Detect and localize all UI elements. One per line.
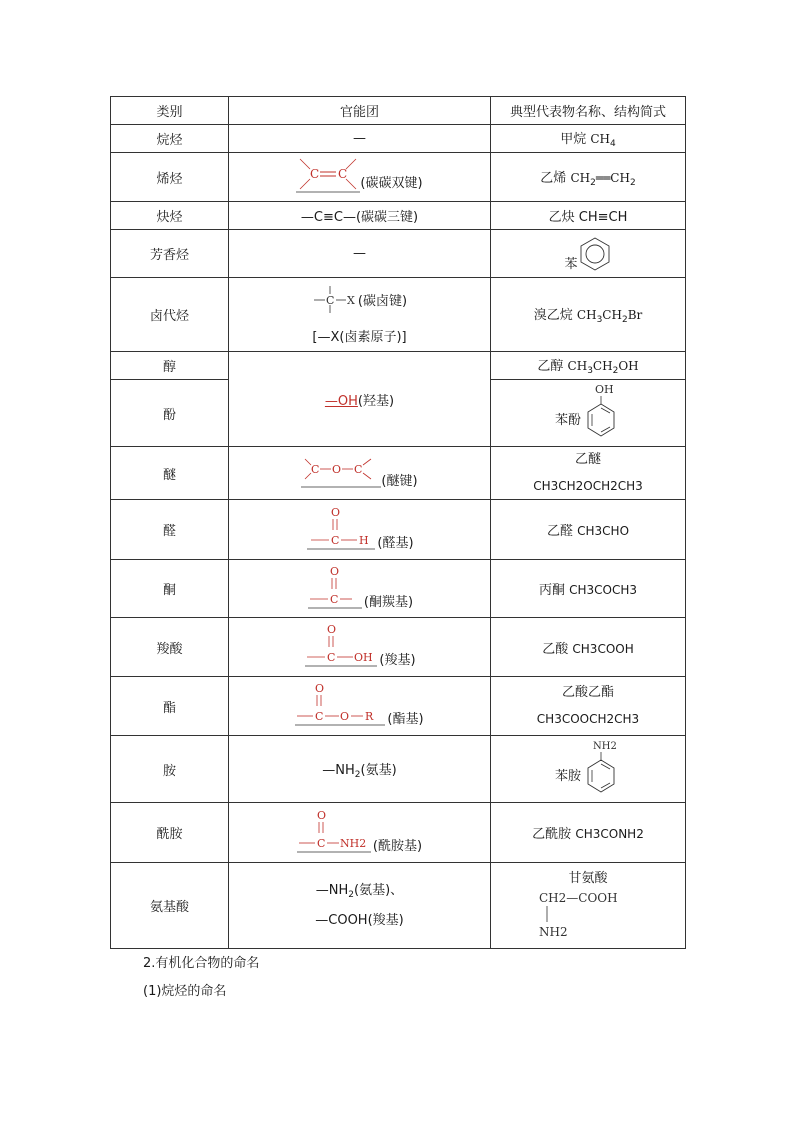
section-heading: 2.有机化合物的命名 (143, 956, 260, 971)
functional-group-cell: C O C (醚键) (229, 447, 491, 500)
category-cell: 酰胺 (111, 803, 229, 863)
table-row (111, 278, 686, 352)
header-representative: 典型代表物名称、结构简式 (491, 97, 686, 125)
svg-text:C: C (354, 463, 363, 476)
carbon-halogen-structure (312, 284, 358, 314)
table-row (111, 352, 686, 380)
category-cell: 烷烃 (111, 125, 229, 153)
category-cell: 酮 (111, 560, 229, 618)
representative-cell: 乙酰胺 CH3CONH2 (491, 803, 686, 863)
glycine-structure (533, 888, 643, 940)
svg-text:C: C (329, 592, 339, 606)
table-row (111, 230, 686, 278)
category-cell: 胺 (111, 736, 229, 803)
svg-text:C: C (316, 836, 326, 850)
table-row (111, 153, 686, 202)
svg-text:R: R (365, 710, 374, 723)
functional-group-cell: C X (碳卤键) [—X(卤素原子)] (229, 278, 491, 352)
svg-text:X: X (346, 294, 355, 307)
benzene-ring-icon (578, 236, 612, 272)
functional-group-cell: O C NH2 (酰胺基) (229, 803, 491, 863)
category-cell: 醚 (111, 447, 229, 500)
aniline-structure-icon (581, 738, 621, 800)
functional-group-cell: O C O R (酯基) (229, 677, 491, 736)
table-row (111, 803, 686, 863)
representative-cell: 乙酸乙酯 CH3COOCH2CH3 (491, 677, 686, 736)
svg-text:O: O (315, 682, 325, 695)
category-cell: 氨基酸 (111, 863, 229, 949)
table-row (111, 736, 686, 803)
functional-group-cell: — (229, 125, 491, 153)
phenol-structure-icon (581, 382, 621, 444)
table-row (111, 677, 686, 736)
svg-text:C: C (325, 294, 335, 307)
carboxyl-structure (303, 620, 379, 670)
functional-group-cell: —C≡C—(碳碳三键) (229, 202, 491, 230)
svg-text:NH2: NH2 (593, 741, 617, 752)
functional-group-cell: $—NH_2$(氨基) (229, 736, 491, 803)
ketone-structure (306, 562, 364, 612)
representative-cell: 乙醇 $CH_3CH_2OH$ (491, 352, 686, 380)
representative-cell: 乙酸 CH3COOH (491, 618, 686, 677)
category-cell: 芳香烃 (111, 230, 229, 278)
category-cell: 炔烃 (111, 202, 229, 230)
category-cell: 酚 (111, 380, 229, 447)
category-cell: 酯 (111, 677, 229, 736)
ether-structure (301, 451, 381, 491)
representative-cell: 丙酮 CH3COCH3 (491, 560, 686, 618)
subsection-heading: (1)烷烃的命名 (143, 984, 227, 999)
svg-text:CH2—COOH: CH2—COOH (539, 891, 618, 905)
representative-cell: 乙醛 CH3CHO (491, 500, 686, 560)
functional-group-cell-hydroxyl: —OH(羟基) (229, 352, 491, 447)
category-cell: 羧酸 (111, 618, 229, 677)
representative-cell: 乙醚 CH3CH2OCH2CH3 (491, 447, 686, 500)
header-category: 类别 (111, 97, 229, 125)
svg-text:OH: OH (595, 383, 614, 396)
svg-text:NH2: NH2 (539, 925, 568, 939)
functional-group-cell: — (229, 230, 491, 278)
header-functional-group: 官能团 (229, 97, 491, 125)
representative-cell: 甲烷 $CH_4$ (491, 125, 686, 153)
svg-text:H: H (359, 533, 370, 547)
representative-cell: 苯酚 OH (491, 380, 686, 447)
table-header-row (111, 97, 686, 125)
table-row (111, 125, 686, 153)
svg-text:O: O (329, 564, 339, 578)
representative-cell: 苯 (491, 230, 686, 278)
table-row (111, 618, 686, 677)
svg-text:C: C (311, 463, 320, 476)
representative-cell: 溴乙烷 $CH_3CH_2Br$ (491, 278, 686, 352)
table-row (111, 500, 686, 560)
aldehyde-structure (305, 503, 377, 553)
functional-group-table (110, 96, 686, 949)
representative-cell: 乙炔 CH≡CH (491, 202, 686, 230)
table-row (111, 447, 686, 500)
ester-structure (295, 679, 387, 729)
category-cell: 卤代烃 (111, 278, 229, 352)
table-row (111, 560, 686, 618)
functional-group-cell: O C H (醛基) (229, 500, 491, 560)
svg-text:O: O (340, 710, 350, 723)
functional-group-cell: O C OH (羧基) (229, 618, 491, 677)
category-cell: 醇 (111, 352, 229, 380)
svg-text:NH2: NH2 (339, 836, 367, 850)
svg-text:O: O (327, 623, 337, 636)
svg-text:OH: OH (354, 651, 374, 664)
table-row (111, 863, 686, 949)
svg-text:O: O (331, 505, 341, 519)
representative-cell: 乙烯 $CH_2══CH_2$ (491, 153, 686, 202)
svg-text:O: O (332, 463, 342, 476)
table-row (111, 202, 686, 230)
amide-structure (297, 806, 373, 856)
svg-text:O: O (316, 808, 326, 822)
alkene-structure (296, 155, 360, 195)
category-cell: 醛 (111, 500, 229, 560)
functional-group-cell: C C (碳碳双键) (229, 153, 491, 202)
functional-group-cell: $—NH_2$(氨基)、 —COOH(羧基) (229, 863, 491, 949)
svg-text:C: C (315, 710, 324, 723)
representative-cell: 苯胺 NH2 (491, 736, 686, 803)
svg-text:C: C (327, 651, 336, 664)
svg-text:C: C (331, 533, 340, 547)
svg-text:C: C (310, 167, 320, 181)
category-cell: 烯烃 (111, 153, 229, 202)
representative-cell: 甘氨酸 CH2—COOH NH2 (491, 863, 686, 949)
svg-text:C: C (338, 167, 348, 181)
functional-group-cell: O C (酮羰基) (229, 560, 491, 618)
